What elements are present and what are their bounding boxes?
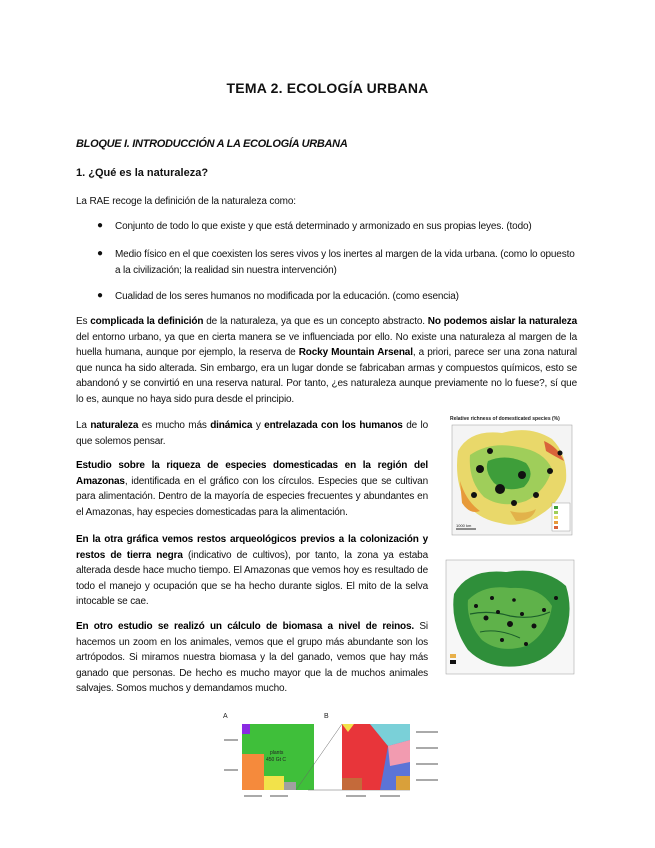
map-title: Relative richness of domesticated species (%) [450, 416, 560, 422]
paragraph-amazon-study: Estudio sobre la riqueza de especies domesticadas en la región del Amazonas, identificada en el gráfico con los círculos. Especies que se cultivan para alimentación. Dentro de la mayoría de especies frecuentes y abundantes en el Amazonas, hay especies domesticadas para la alimentación. [76, 460, 428, 518]
paragraph-archaeology: En la otra gráfica vemos restos arqueológicos previos a la colonización y restos de tierra negra (indicativo de cultivos), por tanto, la zona ya estaba alterada desde hace mucho tiempo. El Amazonas que vemos hoy es resultado de todo el manejo y ocupación que se ha hecho durante siglos. El mito de la selva intocable se cae. [76, 534, 428, 608]
bullet-item-1: Conjunto de todo lo que existe y que está determinado y armonizado en sus propias leyes. (todo) [115, 221, 532, 232]
bullet-dot: ● [97, 248, 104, 259]
bullet-item-2: Medio físico en el que coexisten los seres vivos y los inertes al margen de la vida urbana. (como lo opuesto a la civilización; la realidad sin nuestra intervención) [115, 249, 575, 276]
bullet-dot: ● [97, 290, 104, 301]
panel-a-label: A [223, 713, 228, 720]
bullet-dot: ● [97, 220, 104, 231]
question-heading: 1. ¿Qué es la naturaleza? [76, 167, 209, 179]
archaeology-map [440, 554, 580, 682]
panel-b-label: B [324, 713, 329, 720]
paragraph-dynamic: La naturaleza es mucho más dinámica y entrelazada con los humanos de lo que solemos pensar. [76, 420, 429, 447]
block-heading: BLOQUE I. INTRODUCCIÓN A LA ECOLOGÍA URBANA [76, 138, 348, 150]
map-scale-label: 1000 km [456, 523, 472, 528]
paragraph-biomass: En otro estudio se realizó un cálculo de biomasa a nivel de reinos. Si hacemos un zoom en los animales, vemos que el grupo más abundante son los artrópodos. Si miramos nuestra biomasa y la del ganado, vemos que hay más ganado que personas. De hecho es mucho mayor que la de muchos animales salvajes. Somos muchos y demandamos mucho. [76, 621, 428, 695]
bullet-item-3: Cualidad de los seres humanos no modificada por la educación. (como esencia) [115, 291, 459, 302]
intro-text: La RAE recoge la definición de la naturaleza como: [76, 196, 296, 207]
plants-value: 450 Gt C [266, 757, 287, 763]
page-title: TEMA 2. ECOLOGÍA URBANA [226, 80, 429, 96]
paragraph-definition: Es complicada la definición de la naturaleza, ya que es un concepto abstracto. No podemos aislar la naturaleza del entorno urbano, ya que en cierta manera se ve influenciada por ello. No existe una naturaleza al margen de la huella humana, aunque por ejemplo, la reserva de Rocky Mountain Arsenal, a priori, parece ser una zona natural que nunca ha sido alterada. Sin embargo, era un lugar donde se fabricaban armas y compuestos químicos, esto se abandonó y se convirtió en una reserva natural. Por tanto, ¿es naturaleza aunque previamente no lo fuese?, sí que lo es, aunque no haya sido pura desde el principio. [76, 316, 578, 405]
plants-label: plants [270, 750, 284, 756]
biomass-figure [220, 710, 445, 803]
domesticated-species-map [440, 411, 580, 551]
